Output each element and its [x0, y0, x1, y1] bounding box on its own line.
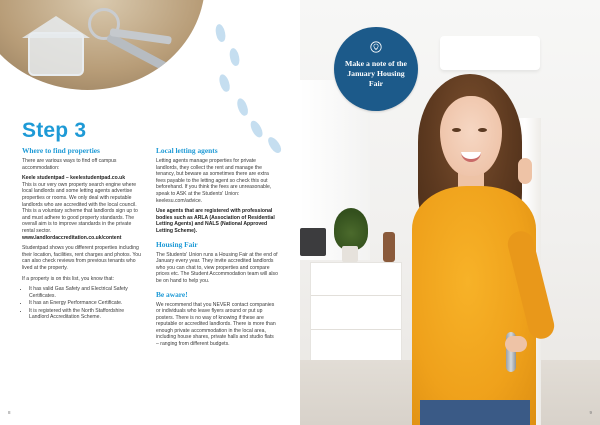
studentpad-title: Keele studentpad – keelestudentpad.co.uk — [22, 175, 126, 182]
keyring-house — [28, 32, 84, 76]
plant-leaves — [334, 208, 368, 250]
lamp — [383, 232, 395, 262]
registered-agents-text: Use agents that are registered with professional bodies such as ARLA (Association of Residential Letting Agents) and NALS (National Approved Letting Scheme). — [156, 208, 275, 234]
footprints-decoration — [212, 18, 292, 158]
page-number-right: 9 — [589, 410, 592, 415]
accreditation-link[interactable]: www.landlordaccreditation.co.uk/content — [22, 234, 122, 241]
list-item: • It is registered with the North Staffordshire Landlord Accreditation Scheme. — [29, 308, 144, 321]
lightbulb-icon — [370, 41, 382, 53]
letting-body: Letting agents manage properties for private landlords, they collect the rent and manage the tenancy, but beware as sometimes there are extra fees payable to the letting agent so check this out beforehand. If you think the fees are unreasonable, speak to ASK at the Students' Union: keelesu.com/advice. — [156, 158, 272, 204]
footprint-icon — [214, 23, 227, 42]
list-intro-text: If a property is on this list, you know that: — [22, 275, 115, 282]
page-number-left: 8 — [8, 410, 11, 415]
footprint-icon — [248, 119, 264, 139]
callout-text: Make a note of the January Housing Fair — [345, 59, 407, 88]
intro-text: There are various ways to find off campus accommodation: — [22, 158, 117, 171]
woman-sweater — [412, 186, 536, 425]
housing-fair-callout — [334, 27, 418, 111]
footprint-icon — [228, 47, 241, 66]
list-item: • It has valid Gas Safety and Electrical Safety Certificates. — [29, 286, 144, 299]
footprint-icon — [217, 73, 231, 93]
woman-jeans — [420, 400, 530, 425]
shelf-divider — [311, 329, 401, 330]
woman-hand-on-door — [518, 158, 532, 184]
be-aware-body: We recommend that you NEVER contact companies or individuals who leave flyers around or put up posters. There is no way of knowing if these are reputable or accredited landlords. There is more than enough private accommodation in the local area, including house shares, private halls and studio flats – ranging from different budgets. — [156, 301, 276, 348]
heading-housing-fair: Housing Fair — [156, 239, 198, 249]
monitor — [300, 228, 326, 256]
shelf-divider — [311, 295, 401, 296]
footprint-icon — [235, 97, 250, 117]
list-item: • It has an Energy Performance Certificate. — [29, 300, 144, 307]
right-column — [156, 146, 278, 352]
woman-hand-on-handle — [505, 336, 527, 352]
shelf-unit — [310, 262, 402, 364]
studentpad-body: This is our very own property search engine where local landlords and some letting agents advertise properties or rooms. We only deal with reputable landlords who are accredited with the local council. This is a voluntary scheme that landlords sign up to and must adhere to good property standards. The overall aim is to improve standards in the private rental sector. — [22, 181, 138, 234]
air-conditioner — [440, 36, 540, 70]
step-title: Step 3 — [22, 119, 87, 142]
studentpad-shows-text: Studentpad shows you different properties including their location, facilities, rent charges and photos. You can also check reviews from previous tenants who lived at the property. — [22, 245, 141, 271]
certificate-list — [22, 286, 144, 321]
woman-eye — [478, 128, 487, 132]
heading-be-aware: Be aware! — [156, 289, 188, 299]
heading-letting-agents: Local letting agents — [156, 146, 218, 155]
woman-eye — [452, 128, 461, 132]
housing-fair-body: The Students' Union runs a Housing Fair at the end of January every year. They invite accredited landlords who you can chat to, view properties and compare prices etc. The Student Accommodation team will also be on hand to help you. — [156, 251, 278, 284]
left-column — [22, 146, 144, 325]
plant-pot — [342, 246, 358, 262]
keys-photo — [0, 0, 205, 90]
heading-where-to-find: Where to find properties — [22, 146, 100, 155]
woman-face — [440, 96, 502, 176]
